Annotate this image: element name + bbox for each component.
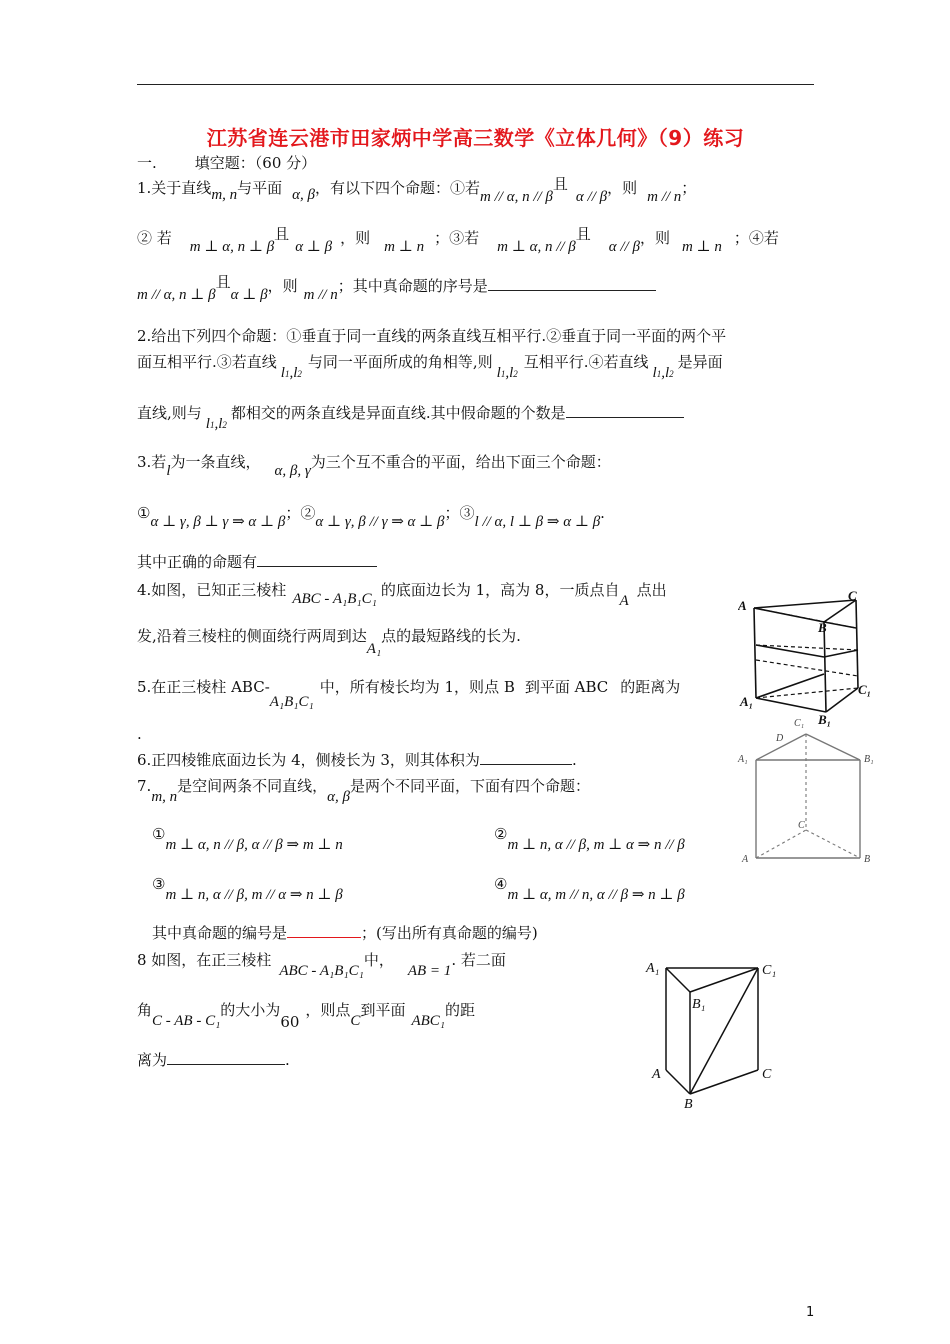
question-1-line-3: m // α, n ⊥ β且α ⊥ β，则 m // n；其中真命题的序号是 [137, 276, 656, 297]
question-5-line-1: 5.在正三棱柱 ABC-A₁B₁C₁中，所有棱长均为 1，则点 B 到平面 ABC 的距离为 [137, 678, 681, 710]
fig2-label-A: A [742, 854, 749, 865]
fig1-label-A1: A₁ [740, 694, 754, 709]
fig2-label-B: B [864, 854, 871, 865]
answer-blank-8[interactable] [167, 1050, 285, 1065]
question-2-line-3: 直线,则与l1,l2都相交的两条直线是异面直线.其中假命题的个数是 [137, 403, 684, 425]
question-2-line-1: 2.给出下列四个命题：①垂直于同一直线的两条直线互相平行.②垂直于同一平面的两个平 [137, 327, 727, 345]
question-7-option-1: ①m ⊥ α, n // β, α // β ⇒ m ⊥ n [152, 825, 343, 853]
fig1-label-C: C [848, 588, 857, 603]
fig1-label-B: B [818, 620, 827, 635]
question-5-line-2: . [137, 725, 142, 743]
fig1-label-B1: B₁ [818, 712, 832, 727]
fig2-label-C1: C₁ [794, 718, 805, 729]
fig1-label-A: A [738, 598, 747, 613]
fig1-label-C1: C₁ [858, 682, 872, 697]
figure-prism-path [738, 588, 888, 728]
fig2-label-B1: B₁ [864, 754, 874, 765]
question-7-line-1: 7.m, n是空间两条不同直线，α, β是两个不同平面，下面有四个命题： [137, 777, 591, 805]
answer-blank-2[interactable] [566, 403, 684, 418]
question-3-line-3: 其中正确的命题有 [137, 552, 377, 572]
answer-blank-1[interactable] [488, 276, 656, 291]
question-7-option-3: ③m ⊥ n, α // β, m // α ⇒ n ⊥ β [152, 875, 343, 903]
fig3-label-C: C [762, 1067, 772, 1082]
question-8-line-2: 角C - AB - C₁的大小为60，则点C到平面ABC₁的距 [137, 1001, 476, 1031]
question-3-line-1: 3.若l为一条直线， α, β, γ为三个互不重合的平面，给出下面三个命题： [137, 453, 611, 479]
fig2-label-A1: A₁ [738, 754, 748, 765]
figure-prism-d [736, 714, 886, 874]
question-7-option-2: ②m ⊥ n, α // β, m ⊥ α ⇒ n // β [494, 825, 685, 853]
answer-blank-7[interactable] [287, 923, 361, 938]
answer-blank-6[interactable] [480, 750, 572, 765]
fig3-label-A: A [652, 1067, 661, 1082]
fig3-label-A1: A₁ [646, 961, 660, 976]
fig3-label-B1: B₁ [692, 997, 706, 1012]
question-2-line-2: 面互相平行.③若直线l1,l2与同一平面所成的角相等,则l1,l2互相平行.④若直线l1,l2是异面 [137, 353, 723, 381]
page-title: 江苏省连云港市田家炳中学高三数学《立体几何》（9）练习 [206, 126, 745, 150]
header-rule [137, 84, 814, 85]
fig2-label-D: D [776, 733, 784, 744]
question-1-line-1: 1.关于直线m, n与平面 α, β，有以下四个命题：①若m // α, n // β且α // β，则 m // n； [137, 175, 697, 205]
question-8-line-3: 离为 . [137, 1051, 290, 1069]
question-1-line-2: ② 若 m ⊥ α, n ⊥ β且α ⊥ β ，则 m ⊥ n ；③若 m ⊥ α, n // β且α // β，则 m ⊥ n ；④若 [137, 225, 779, 255]
question-3-line-2: ①α ⊥ γ, β ⊥ γ ⇒ α ⊥ β；②α ⊥ γ, β // γ ⇒ α ⊥ β；③l // α, l ⊥ β ⇒ α ⊥ β. [137, 504, 605, 530]
question-7-option-4: ④m ⊥ α, m // n, α // β ⇒ n ⊥ β [494, 875, 685, 903]
page-number: 1 [806, 1305, 815, 1320]
fig2-label-C: C [798, 820, 805, 831]
answer-blank-3[interactable] [257, 552, 377, 567]
section-heading: 一. 填空题：（60 分） [137, 154, 317, 172]
figure-prism-q8 [640, 952, 790, 1112]
question-7-answer: 其中真命题的编号是 ；(写出所有真命题的编号) [152, 924, 538, 942]
question-6: 6.正四棱锥底面边长为 4，侧棱长为 3，则其体积为 . [137, 751, 577, 769]
question-4-line-2: 发,沿着三棱柱的侧面绕行两周到达A₁点的最短路线的长为. [137, 627, 521, 657]
question-8-line-1: 8 如图，在正三棱柱ABC - A₁B₁C₁中，AB = 1. 若二面 [137, 951, 506, 979]
fig3-label-B: B [684, 1097, 693, 1112]
fig3-label-C1: C₁ [762, 963, 777, 978]
question-4-line-1: 4.如图，已知正三棱柱 ABC - A₁B₁C₁ 的底面边长为 1，高为 8，一质点自A点出 [137, 581, 667, 609]
